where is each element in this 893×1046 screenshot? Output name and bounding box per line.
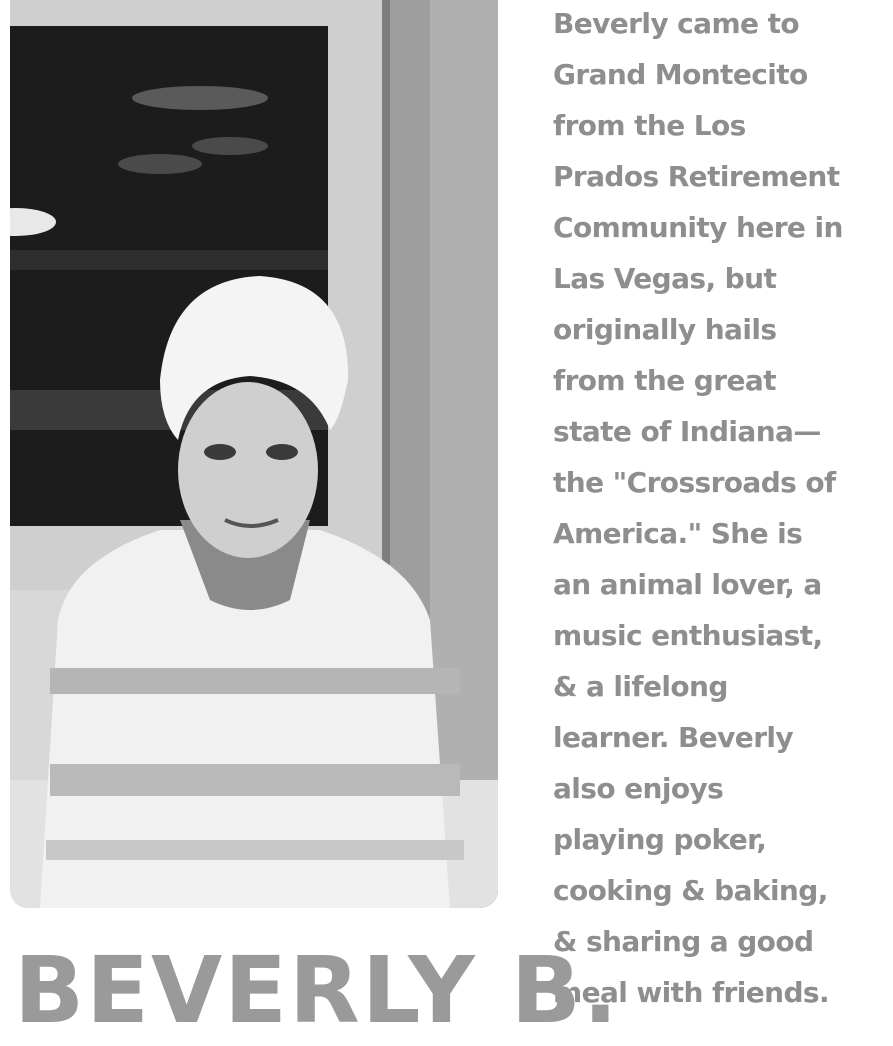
resident-photo-illustration (10, 0, 498, 908)
resident-name: BEVERLY B. (14, 937, 620, 1044)
resident-photo (10, 0, 498, 908)
bio-text: Beverly came to Grand Montecito from the Los Prados Retirement Community here in Las Vegas, but originally hails from the great state of Indiana— the "Crossroads of America." She is an animal lover, a music enthusiast, & a lifelong learner. Beverly also enjoys playing poker, cooking & baking, & sharing a good meal with friends. (553, 7, 843, 1009)
